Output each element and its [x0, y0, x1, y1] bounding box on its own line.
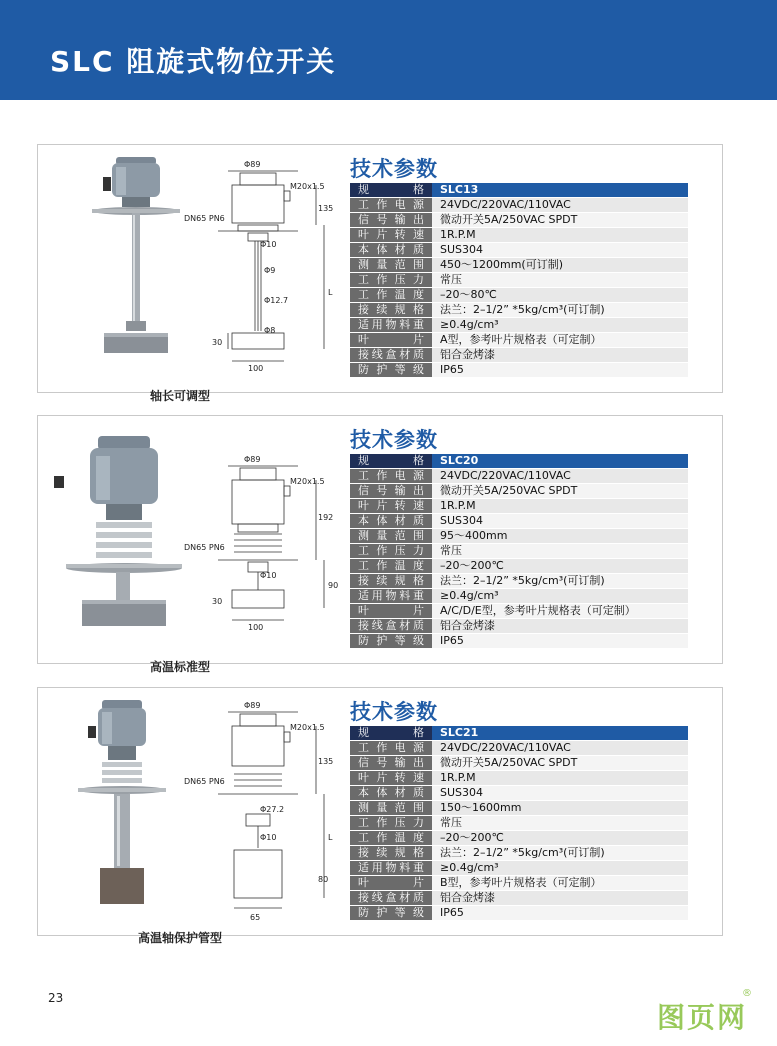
spec-row — [350, 198, 688, 213]
dim-label: Φ10 — [260, 833, 277, 842]
spec-value: 法兰：2–1/2” *5kg/cm³(可订制) — [432, 846, 688, 861]
dim-label: M20x1.5 — [290, 182, 325, 191]
spec-key: 叶片 — [350, 333, 432, 348]
spec-key: 工作温度 — [350, 288, 432, 303]
spec-value: 法兰：2–1/2” *5kg/cm³(可订制) — [432, 574, 688, 589]
page-number: 23 — [48, 991, 64, 1005]
product-card-slc20 — [37, 415, 723, 664]
spec-value: SUS304 — [432, 514, 688, 529]
product-caption: 轴长可调型 — [150, 389, 211, 403]
dim-label: 65 — [250, 913, 261, 922]
spec-key: 测量范围 — [350, 529, 432, 544]
spec-row — [350, 756, 688, 771]
spec-key: 适用物料重 — [350, 318, 432, 333]
spec-row — [350, 846, 688, 861]
spec-key: 接线盒材质 — [350, 891, 432, 906]
spec-value: 法兰：2–1/2” *5kg/cm³(可订制) — [432, 303, 688, 318]
dim-label: Φ9 — [264, 266, 276, 275]
spec-key: 适用物料重 — [350, 861, 432, 876]
spec-key: 接续规格 — [350, 846, 432, 861]
dim-label: Φ8 — [264, 326, 276, 335]
spec-value: SUS304 — [432, 243, 688, 258]
dim-label: 100 — [248, 364, 264, 373]
spec-header-row — [350, 454, 688, 469]
dim-label: DN65 PN6 — [184, 777, 225, 786]
dim-label: Φ12.7 — [264, 296, 289, 305]
dim-label: DN65 PN6 — [184, 543, 225, 552]
spec-row — [350, 303, 688, 318]
dim-label: L — [328, 288, 333, 297]
spec-value: ≥0.4g/cm³ — [432, 861, 688, 876]
spec-header-row — [350, 726, 688, 741]
spec-value: ≥0.4g/cm³ — [432, 318, 688, 333]
spec-key: 防护等级 — [350, 634, 432, 649]
spec-row — [350, 891, 688, 906]
spec-key: 工作压力 — [350, 273, 432, 288]
spec-row — [350, 906, 688, 921]
spec-key: 测量范围 — [350, 801, 432, 816]
spec-key: 接线盒材质 — [350, 348, 432, 363]
spec-key: 本体材质 — [350, 243, 432, 258]
spec-value: –20～80℃ — [432, 288, 688, 303]
spec-key: 防护等级 — [350, 363, 432, 378]
spec-value: 常压 — [432, 544, 688, 559]
spec-row — [350, 469, 688, 484]
spec-key: 叶片 — [350, 876, 432, 891]
spec-value: SLC13 — [432, 183, 688, 198]
spec-key: 叶片 — [350, 604, 432, 619]
spec-row — [350, 574, 688, 589]
dim-label: 80 — [318, 875, 329, 884]
dim-label: Φ89 — [244, 701, 261, 710]
spec-value: 24VDC/220VAC/110VAC — [432, 198, 688, 213]
spec-value: 微动开关5A/250VAC SPDT — [432, 213, 688, 228]
spec-value: IP65 — [432, 634, 688, 649]
spec-row — [350, 333, 688, 348]
spec-key: 叶片转速 — [350, 771, 432, 786]
spec-title: 技术参数 — [350, 157, 438, 181]
spec-key: 接续规格 — [350, 303, 432, 318]
dim-label: Φ89 — [244, 455, 261, 464]
spec-value: –20～200℃ — [432, 831, 688, 846]
spec-row — [350, 213, 688, 228]
spec-row — [350, 348, 688, 363]
dim-label: 135 — [318, 757, 334, 766]
spec-row — [350, 741, 688, 756]
dim-label: M20x1.5 — [290, 477, 325, 486]
spec-value: 150～1600mm — [432, 801, 688, 816]
spec-row — [350, 544, 688, 559]
spec-row — [350, 771, 688, 786]
spec-key: 测量范围 — [350, 258, 432, 273]
page-header — [0, 0, 777, 100]
spec-key: 防护等级 — [350, 906, 432, 921]
dim-label: DN65 PN6 — [184, 214, 225, 223]
spec-row — [350, 514, 688, 529]
spec-row — [350, 604, 688, 619]
spec-value: 铝合金烤漆 — [432, 891, 688, 906]
spec-key: 信号输出 — [350, 213, 432, 228]
spec-key: 工作温度 — [350, 831, 432, 846]
spec-row — [350, 228, 688, 243]
spec-key: 工作电源 — [350, 198, 432, 213]
spec-row — [350, 861, 688, 876]
spec-row — [350, 634, 688, 649]
dim-label: 30 — [212, 338, 223, 347]
spec-value: IP65 — [432, 363, 688, 378]
spec-key: 信号输出 — [350, 484, 432, 499]
spec-value: –20～200℃ — [432, 559, 688, 574]
spec-value: 1R.P.M — [432, 228, 688, 243]
dim-label: Φ89 — [244, 160, 261, 169]
spec-value: A型，参考叶片规格表（可定制） — [432, 333, 688, 348]
spec-row — [350, 258, 688, 273]
dim-label: 30 — [212, 597, 223, 606]
spec-key: 本体材质 — [350, 786, 432, 801]
spec-row — [350, 529, 688, 544]
product-photo-slc21 — [66, 692, 206, 917]
dim-label: Φ27.2 — [260, 805, 285, 814]
spec-value: 常压 — [432, 816, 688, 831]
spec-table-slc13 — [350, 183, 688, 378]
spec-row — [350, 288, 688, 303]
spec-row — [350, 831, 688, 846]
dim-label: L — [328, 833, 333, 842]
spec-row — [350, 363, 688, 378]
dim-label: 90 — [328, 581, 339, 590]
spec-value: ≥0.4g/cm³ — [432, 589, 688, 604]
spec-value: 1R.P.M — [432, 499, 688, 514]
spec-value: 24VDC/220VAC/110VAC — [432, 741, 688, 756]
spec-value: SLC20 — [432, 454, 688, 469]
spec-key: 工作电源 — [350, 469, 432, 484]
spec-row — [350, 318, 688, 333]
dim-label: 135 — [318, 204, 334, 213]
spec-table-slc20 — [350, 454, 688, 649]
spec-key: 叶片转速 — [350, 228, 432, 243]
product-photo-slc20 — [52, 430, 212, 645]
spec-row — [350, 273, 688, 288]
spec-key: 工作温度 — [350, 559, 432, 574]
spec-row — [350, 499, 688, 514]
spec-key: 工作压力 — [350, 816, 432, 831]
spec-key: 规格 — [350, 726, 432, 741]
spec-row — [350, 619, 688, 634]
dim-label: M20x1.5 — [290, 723, 325, 732]
spec-table-slc21 — [350, 726, 688, 921]
spec-row — [350, 801, 688, 816]
dimension-drawing-slc21 — [184, 698, 348, 928]
spec-row — [350, 243, 688, 258]
spec-value: 95～400mm — [432, 529, 688, 544]
spec-value: 微动开关5A/250VAC SPDT — [432, 756, 688, 771]
spec-row — [350, 559, 688, 574]
spec-value: 铝合金烤漆 — [432, 348, 688, 363]
spec-header-row — [350, 183, 688, 198]
spec-key: 规格 — [350, 454, 432, 469]
spec-value: B型，参考叶片规格表（可定制） — [432, 876, 688, 891]
product-card-slc13 — [37, 144, 723, 393]
spec-key: 叶片转速 — [350, 499, 432, 514]
spec-value: IP65 — [432, 906, 688, 921]
spec-key: 信号输出 — [350, 756, 432, 771]
spec-key: 工作压力 — [350, 544, 432, 559]
spec-value: 450～1200mm(可订制) — [432, 258, 688, 273]
spec-row — [350, 816, 688, 831]
dim-label: Φ10 — [260, 571, 277, 580]
product-card-slc21 — [37, 687, 723, 936]
dim-label: 100 — [248, 623, 264, 632]
spec-value: 铝合金烤漆 — [432, 619, 688, 634]
spec-key: 工作电源 — [350, 741, 432, 756]
product-caption: 高温标准型 — [150, 660, 211, 674]
spec-value: 24VDC/220VAC/110VAC — [432, 469, 688, 484]
spec-row — [350, 484, 688, 499]
watermark-logo: 图页网 — [657, 1001, 748, 1034]
page-title: SLC 阻旋式物位开关 — [50, 45, 337, 78]
spec-row — [350, 876, 688, 891]
watermark-registered-mark: ® — [742, 988, 752, 999]
spec-key: 规格 — [350, 183, 432, 198]
dim-label: 192 — [318, 513, 334, 522]
spec-title: 技术参数 — [350, 428, 438, 452]
spec-value: SUS304 — [432, 786, 688, 801]
spec-value: A/C/D/E型，参考叶片规格表（可定制） — [432, 604, 688, 619]
spec-value: 1R.P.M — [432, 771, 688, 786]
dimension-drawing-slc20 — [184, 454, 348, 634]
dimension-drawing-slc13 — [184, 155, 348, 380]
spec-row — [350, 589, 688, 604]
spec-title: 技术参数 — [350, 700, 438, 724]
spec-value: 微动开关5A/250VAC SPDT — [432, 484, 688, 499]
spec-value: SLC21 — [432, 726, 688, 741]
spec-key: 本体材质 — [350, 514, 432, 529]
spec-row — [350, 786, 688, 801]
product-caption: 高温轴保护管型 — [138, 931, 223, 945]
spec-key: 接线盒材质 — [350, 619, 432, 634]
spec-key: 适用物料重 — [350, 589, 432, 604]
product-photo-slc13 — [66, 149, 206, 374]
dim-label: Φ10 — [260, 240, 277, 249]
spec-value: 常压 — [432, 273, 688, 288]
spec-key: 接续规格 — [350, 574, 432, 589]
